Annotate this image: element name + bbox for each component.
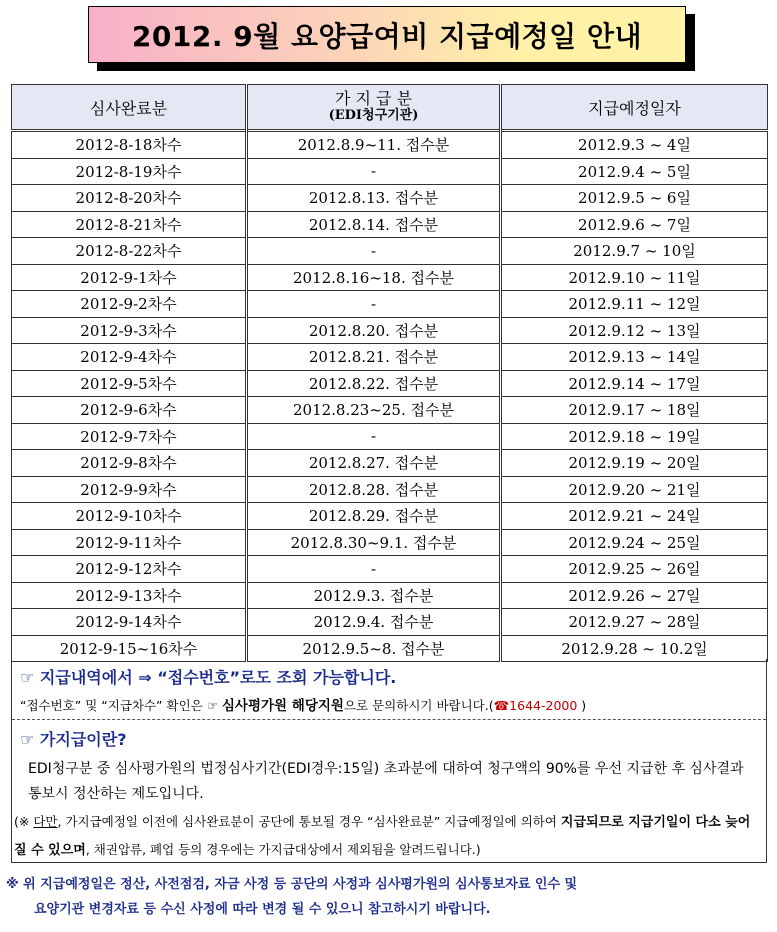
cell-advance: - [247,238,501,265]
cell-review: 2012-9-14차수 [12,609,247,636]
cell-advance: 2012.9.4. 접수분 [247,609,501,636]
cell-review: 2012-9-15~16차수 [12,635,247,662]
table-row [12,185,768,212]
cell-advance: 2012.8.13. 접수분 [247,185,501,212]
cell-date: 2012.9.28 ~ 10.2일 [501,635,768,662]
cell-date: 2012.9.26 ~ 27일 [501,582,768,609]
cell-advance: - [247,556,501,583]
cell-date: 2012.9.5 ~ 6일 [501,185,768,212]
fine-open: (※ [14,814,34,829]
fine-part-a: , 가지급예정일 이전에 심사완료분이 공단에 통보될 경우 “심사완료분” 지급예정일에 의하여 [57,814,561,829]
cell-advance: 2012.8.28. 접수분 [247,476,501,503]
title-banner [88,6,686,63]
cell-date: 2012.9.10 ~ 11일 [501,264,768,291]
table-row [12,609,768,636]
cell-date: 2012.9.11 ~ 12일 [501,291,768,318]
cell-advance: 2012.9.3. 접수분 [247,582,501,609]
cell-date: 2012.9.21 ~ 24일 [501,503,768,530]
cell-review: 2012-9-1차수 [12,264,247,291]
cell-date: 2012.9.13 ~ 14일 [501,344,768,371]
table-row [12,291,768,318]
cell-review: 2012-9-8차수 [12,450,247,477]
cell-review: 2012-8-22차수 [12,238,247,265]
fine-print [14,808,762,864]
cell-review: 2012-9-5차수 [12,370,247,397]
cell-review: 2012-9-11차수 [12,529,247,556]
page-title: 2012. 9월 요양급여비 지급예정일 안내 [131,19,643,53]
table-row [12,264,768,291]
cell-date: 2012.9.12 ~ 13일 [501,317,768,344]
table-row [12,131,768,159]
contact-end: ) [577,698,587,713]
footer-note [6,872,766,922]
fine-underlined: 다만 [33,814,58,829]
cell-advance: - [247,291,501,318]
table-row [12,397,768,424]
table-row [12,476,768,503]
cell-date: 2012.9.24 ~ 25일 [501,529,768,556]
fine-bold: 지급되므로 지급기일이 다소 늦어질 수 있으며 [14,815,751,858]
table-row [12,423,768,450]
cell-review: 2012-9-7차수 [12,423,247,450]
cell-advance: - [247,423,501,450]
lookup-note: ☞ 지급내역에서 ⇒ “접수번호”로도 조회 가능합니다. [20,668,397,687]
cell-review: 2012-9-6차수 [12,397,247,424]
table-row [12,556,768,583]
cell-date: 2012.9.25 ~ 26일 [501,556,768,583]
cell-advance: 2012.8.27. 접수분 [247,450,501,477]
cell-advance: 2012.8.21. 접수분 [247,344,501,371]
cell-review: 2012-8-19차수 [12,158,247,185]
header-advance-main: 가 지 급 분 [334,89,413,108]
cell-date: 2012.9.3 ~ 4일 [501,131,768,159]
table-row [12,529,768,556]
cell-advance: 2012.8.29. 접수분 [247,503,501,530]
footer-line-2: 요양기관 변경자료 등 수신 사정에 따라 변경 될 수 있으니 참고하시기 바랍니다. [34,902,491,917]
cell-advance: 2012.8.30~9.1. 접수분 [247,529,501,556]
cell-date: 2012.9.19 ~ 20일 [501,450,768,477]
table-row [12,344,768,371]
cell-date: 2012.9.18 ~ 19일 [501,423,768,450]
advance-description: EDI청구분 중 심사평가원의 법정심사기간(EDI경우:15일) 초과분에 대하여 청구액의 90%를 우선 지급한 후 심사결과 통보시 정산하는 제도입니다. [28,761,744,802]
cell-review: 2012-9-9차수 [12,476,247,503]
cell-advance: 2012.8.9~11. 접수분 [247,131,501,159]
header-date: 지급예정일자 [501,85,768,131]
contact-mid: 으로 문의하시기 바랍니다.( [343,698,494,713]
cell-review: 2012-9-2차수 [12,291,247,318]
contact-pre: “접수번호” 및 “지급차수” 확인은 ☞ [20,698,222,713]
cell-date: 2012.9.6 ~ 7일 [501,211,768,238]
cell-advance: - [247,158,501,185]
table-row [12,370,768,397]
table-header-row [12,85,768,131]
cell-review: 2012-9-13차수 [12,582,247,609]
cell-date: 2012.9.20 ~ 21일 [501,476,768,503]
cell-review: 2012-9-10차수 [12,503,247,530]
advance-heading: ☞ 가지급이란? [20,730,127,749]
table-row [12,635,768,662]
table-row [12,582,768,609]
contact-note [20,694,586,714]
table-row [12,503,768,530]
cell-date: 2012.9.27 ~ 28일 [501,609,768,636]
cell-date: 2012.9.4 ~ 5일 [501,158,768,185]
header-review: 심사완료분 [12,85,247,131]
cell-review: 2012-9-12차수 [12,556,247,583]
fine-part-c: , 채권압류, 폐업 등의 경우에는 가지급대상에서 제외됨을 알려드립니다.) [85,842,481,857]
cell-advance: 2012.8.20. 접수분 [247,317,501,344]
cell-advance: 2012.8.23~25. 접수분 [247,397,501,424]
phone-number: ☎1644-2000 [493,698,578,713]
cell-review: 2012-8-18차수 [12,131,247,159]
cell-review: 2012-9-4차수 [12,344,247,371]
table-row [12,238,768,265]
cell-advance: 2012.8.16~18. 접수분 [247,264,501,291]
contact-office: 심사평가원 해당지원 [221,698,344,714]
cell-date: 2012.9.14 ~ 17일 [501,370,768,397]
header-advance [247,85,501,131]
cell-date: 2012.9.17 ~ 18일 [501,397,768,424]
table-row [12,211,768,238]
table-row [12,450,768,477]
notes-box [11,659,767,863]
footer-line-1: ※ 위 지급예정일은 정산, 사전점검, 자금 사정 등 공단의 사정과 심사평가원의 심사통보자료 인수 및 [6,877,578,892]
cell-review: 2012-9-3차수 [12,317,247,344]
cell-review: 2012-8-21차수 [12,211,247,238]
table-row [12,158,768,185]
cell-advance: 2012.8.22. 접수분 [247,370,501,397]
cell-advance: 2012.9.5~8. 접수분 [247,635,501,662]
dashed-divider [12,719,766,720]
cell-advance: 2012.8.14. 접수분 [247,211,501,238]
header-advance-sub: (EDI청구기관) [328,108,419,123]
cell-date: 2012.9.7 ~ 10일 [501,238,768,265]
cell-review: 2012-8-20차수 [12,185,247,212]
payment-schedule-table [11,84,768,662]
table-row [12,317,768,344]
